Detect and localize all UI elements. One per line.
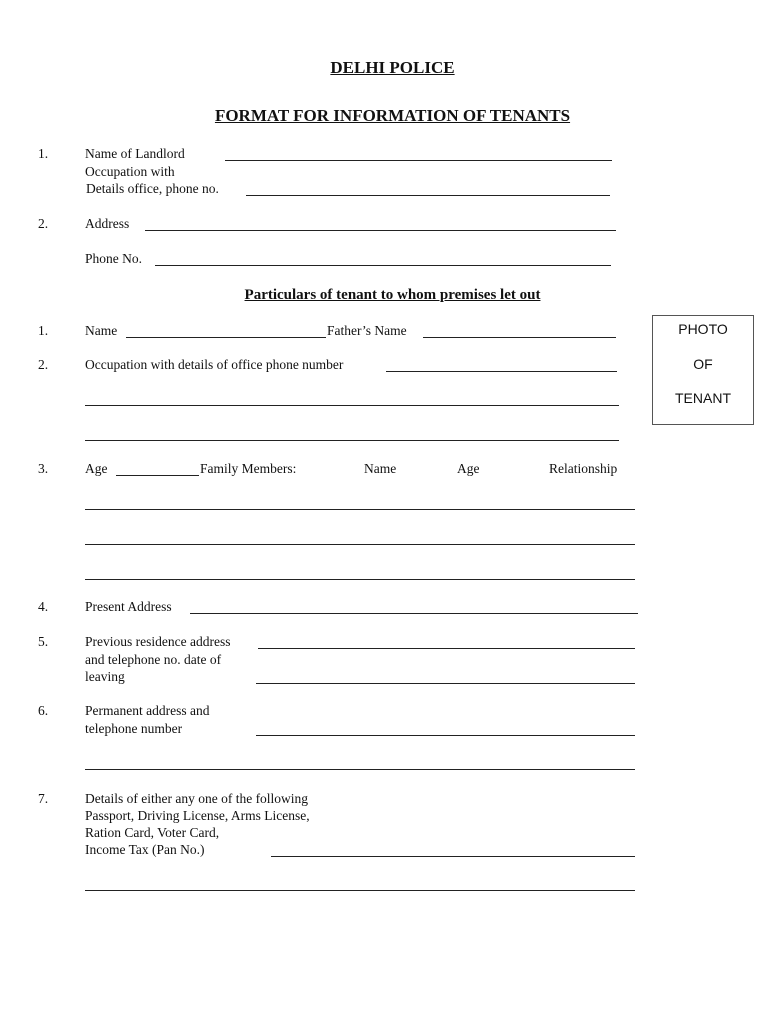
present-address-field[interactable] <box>190 613 638 614</box>
tenant-occupation-field[interactable] <box>386 371 617 372</box>
permanent-address-field[interactable] <box>256 735 635 736</box>
photo-label: PHOTO <box>678 321 728 337</box>
id-details-label: Ration Card, Voter Card, <box>85 825 220 840</box>
id-details-label: Details of either any one of the following <box>85 791 309 806</box>
tenant-occupation-field-2[interactable] <box>85 405 619 406</box>
item-number: 2. <box>38 216 49 231</box>
item-number: 1. <box>38 146 49 161</box>
id-details-label: Passport, Driving License, Arms License, <box>85 808 310 823</box>
permanent-address-label: telephone number <box>85 721 183 736</box>
family-member-row-3[interactable] <box>85 579 635 580</box>
tenant-name-field[interactable] <box>126 337 326 338</box>
id-details-field[interactable] <box>271 856 635 857</box>
photo-label: TENANT <box>675 390 731 406</box>
tenant-occupation-field-3[interactable] <box>85 440 619 441</box>
tenant-name-label: Name <box>85 323 118 338</box>
landlord-phone-label: Phone No. <box>85 251 142 266</box>
father-name-field[interactable] <box>423 337 616 338</box>
previous-address-field-2[interactable] <box>256 683 635 684</box>
tenant-section-heading: Particulars of tenant to whom premises let out <box>244 287 541 303</box>
id-details-field-2[interactable] <box>85 890 635 891</box>
landlord-phone-field[interactable] <box>155 265 611 266</box>
item-number: 6. <box>38 703 49 718</box>
present-address-label: Present Address <box>85 599 172 614</box>
permanent-address-field-2[interactable] <box>85 769 635 770</box>
item-number: 3. <box>38 461 49 476</box>
family-age-column: Age <box>457 461 480 476</box>
previous-address-label: leaving <box>85 669 125 684</box>
family-relationship-column: Relationship <box>549 461 618 476</box>
previous-address-field[interactable] <box>258 648 635 649</box>
previous-address-label: and telephone no. date of <box>85 652 222 667</box>
landlord-occupation-label: Occupation with <box>85 164 175 179</box>
age-field[interactable] <box>116 475 199 476</box>
landlord-office-field[interactable] <box>246 195 610 196</box>
family-members-label: Family Members: <box>200 461 297 476</box>
photo-label: OF <box>693 356 713 372</box>
landlord-address-field[interactable] <box>145 230 616 231</box>
landlord-office-label: Details office, phone no. <box>86 181 219 196</box>
item-number: 7. <box>38 791 49 806</box>
age-label: Age <box>85 461 108 476</box>
item-number: 4. <box>38 599 49 614</box>
family-name-column: Name <box>364 461 397 476</box>
item-number: 5. <box>38 634 49 649</box>
id-details-label: Income Tax (Pan No.) <box>85 842 205 857</box>
landlord-name-label: Name of Landlord <box>85 146 185 161</box>
previous-address-label: Previous residence address <box>85 634 231 649</box>
landlord-address-label: Address <box>85 216 130 231</box>
item-number: 2. <box>38 357 49 372</box>
photo-of-tenant-box <box>652 315 754 425</box>
item-number: 1. <box>38 323 49 338</box>
father-name-label: Father’s Name <box>327 323 407 338</box>
landlord-name-field[interactable] <box>225 160 612 161</box>
family-member-row-2[interactable] <box>85 544 635 545</box>
family-member-row-1[interactable] <box>85 509 635 510</box>
form-title: FORMAT FOR INFORMATION OF TENANTS <box>214 106 571 125</box>
page-title: DELHI POLICE <box>330 58 455 77</box>
permanent-address-label: Permanent address and <box>85 703 210 718</box>
tenant-occupation-label: Occupation with details of office phone number <box>85 357 344 372</box>
